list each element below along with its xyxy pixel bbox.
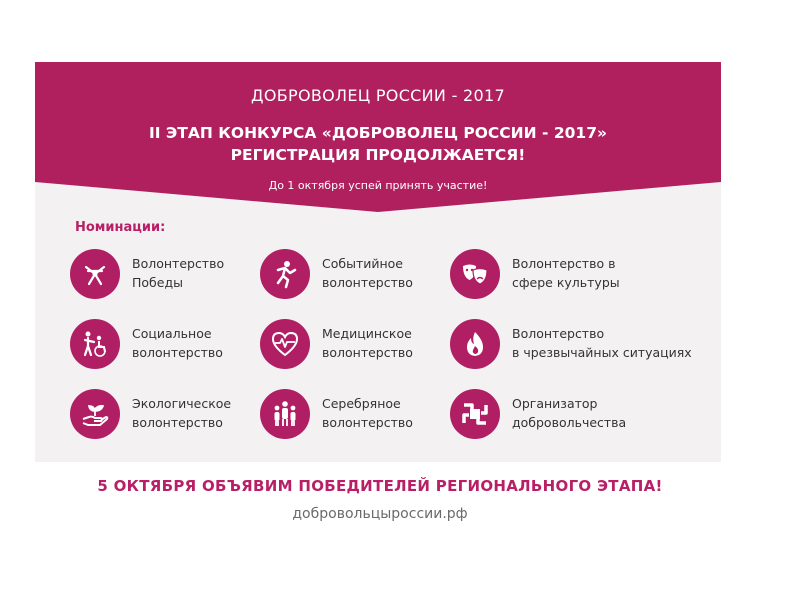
wheelchair-helper-icon (70, 319, 120, 369)
ribbon-icon (70, 249, 120, 299)
nomination-label: Волонтерство в сфере культуры (512, 256, 620, 290)
nomination-label: Волонтерство Победы (132, 256, 225, 290)
flame-icon (450, 319, 500, 369)
banner-title-line1: II ЭТАП КОНКУРСА «ДОБРОВОЛЕЦ РОССИИ - 2017» (149, 124, 607, 142)
nominations-label: Номинации: (75, 220, 166, 235)
joined-hands-icon (450, 389, 500, 439)
nomination-label: Организатор добровольчества (512, 396, 627, 430)
winners-announcement: 5 ОКТЯБРЯ ОБЪЯВИМ ПОБЕДИТЕЛЕЙ РЕГИОНАЛЬНОГО ЭТАПА! (97, 477, 663, 495)
nomination-label: Серебряное волонтерство (322, 396, 413, 430)
heart-pulse-icon (260, 319, 310, 369)
nomination-label: Экологическое волонтерство (132, 396, 232, 430)
banner-kicker: ДОБРОВОЛЕЦ РОССИИ - 2017 (251, 86, 505, 105)
website-url[interactable]: добровольцыроссии.рф (292, 506, 468, 522)
banner-title-line2: РЕГИСТРАЦИЯ ПРОДОЛЖАЕТСЯ! (230, 146, 526, 164)
group-people-icon (260, 389, 310, 439)
nomination-label: Медицинское волонтерство (322, 326, 413, 360)
header-banner (35, 62, 721, 212)
nomination-label: Волонтерство в чрезвычайных ситуациях (512, 326, 692, 360)
nomination-label: Социальное волонтерство (132, 326, 223, 360)
theater-masks-icon (450, 249, 500, 299)
banner-title (35, 122, 721, 166)
poster-card (35, 62, 721, 462)
running-person-icon (260, 249, 310, 299)
banner-subtitle: До 1 октября успей принять участие! (268, 179, 488, 192)
hand-sprout-icon (70, 389, 120, 439)
nomination-label: Событийное волонтерство (322, 256, 413, 290)
